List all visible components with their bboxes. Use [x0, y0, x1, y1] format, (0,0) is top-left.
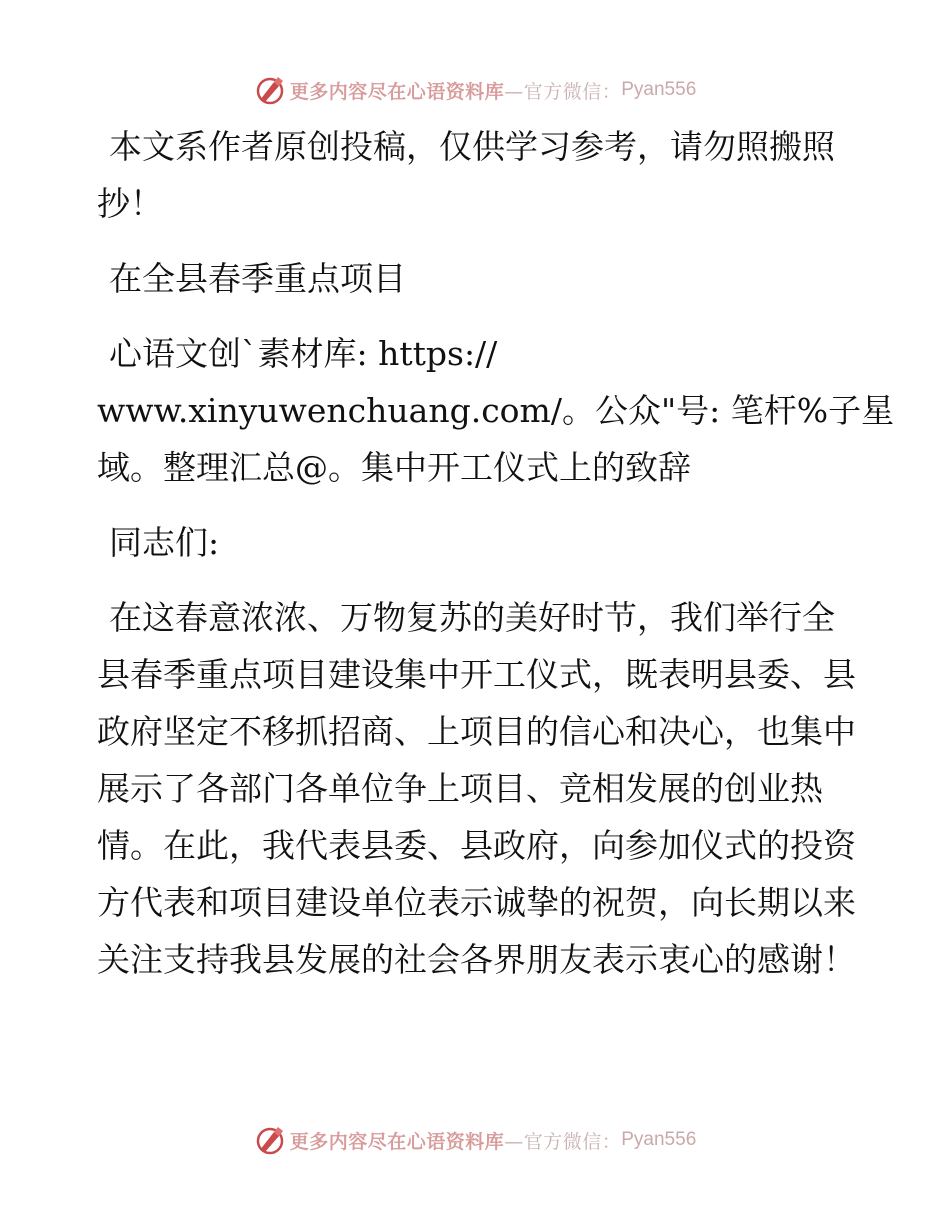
footer-banner-text: 更多内容尽在心语资料库 — [289, 1130, 505, 1153]
greeting: 同志们: — [109, 523, 220, 562]
footer-banner-dash-text: —官方微信： — [504, 1130, 622, 1153]
source-line-1: 心语文创`素材库: https:// — [109, 334, 498, 373]
header-banner — [0, 70, 950, 110]
footer-banner — [0, 1120, 950, 1160]
pen-nib-logo-icon — [254, 1124, 286, 1156]
banner-dash-text: —官方微信： — [504, 80, 622, 103]
source-line-3: 域。整理汇总@。集中开工仪式上的致辞 — [97, 448, 691, 487]
source-block — [97, 325, 895, 496]
source-line-2: www.xinyuwenchuang.com/。公众"号: 笔杆%子星 — [97, 391, 895, 430]
document-body — [97, 118, 895, 988]
title-line: 在全县春季重点项目 — [109, 259, 406, 298]
pen-nib-logo-icon — [254, 74, 286, 106]
speech-paragraph: 在这春意浓浓、万物复苏的美好时节，我们举行全县春季重点项目建设集中开工仪式，既表明县委、县政府坚定不移抓招商、上项目的信心和决心，也集中展示了各部门各单位争上项目、竞相发展的创业热情。在此，我代表县委、县政府，向参加仪式的投资方代表和项目建设单位表示诚挚的祝贺，向长期以来关注支持我县发展的社会各界朋友表示衷心的感谢！ — [97, 598, 856, 979]
banner-text: 更多内容尽在心语资料库 — [289, 80, 505, 103]
notice-paragraph: 本文系作者原创投稿，仅供学习参考，请勿照搬照抄！ — [97, 127, 835, 223]
footer-wechat-handle: Pyan556 — [621, 1129, 697, 1150]
banner-wechat-handle: Pyan556 — [621, 79, 697, 100]
